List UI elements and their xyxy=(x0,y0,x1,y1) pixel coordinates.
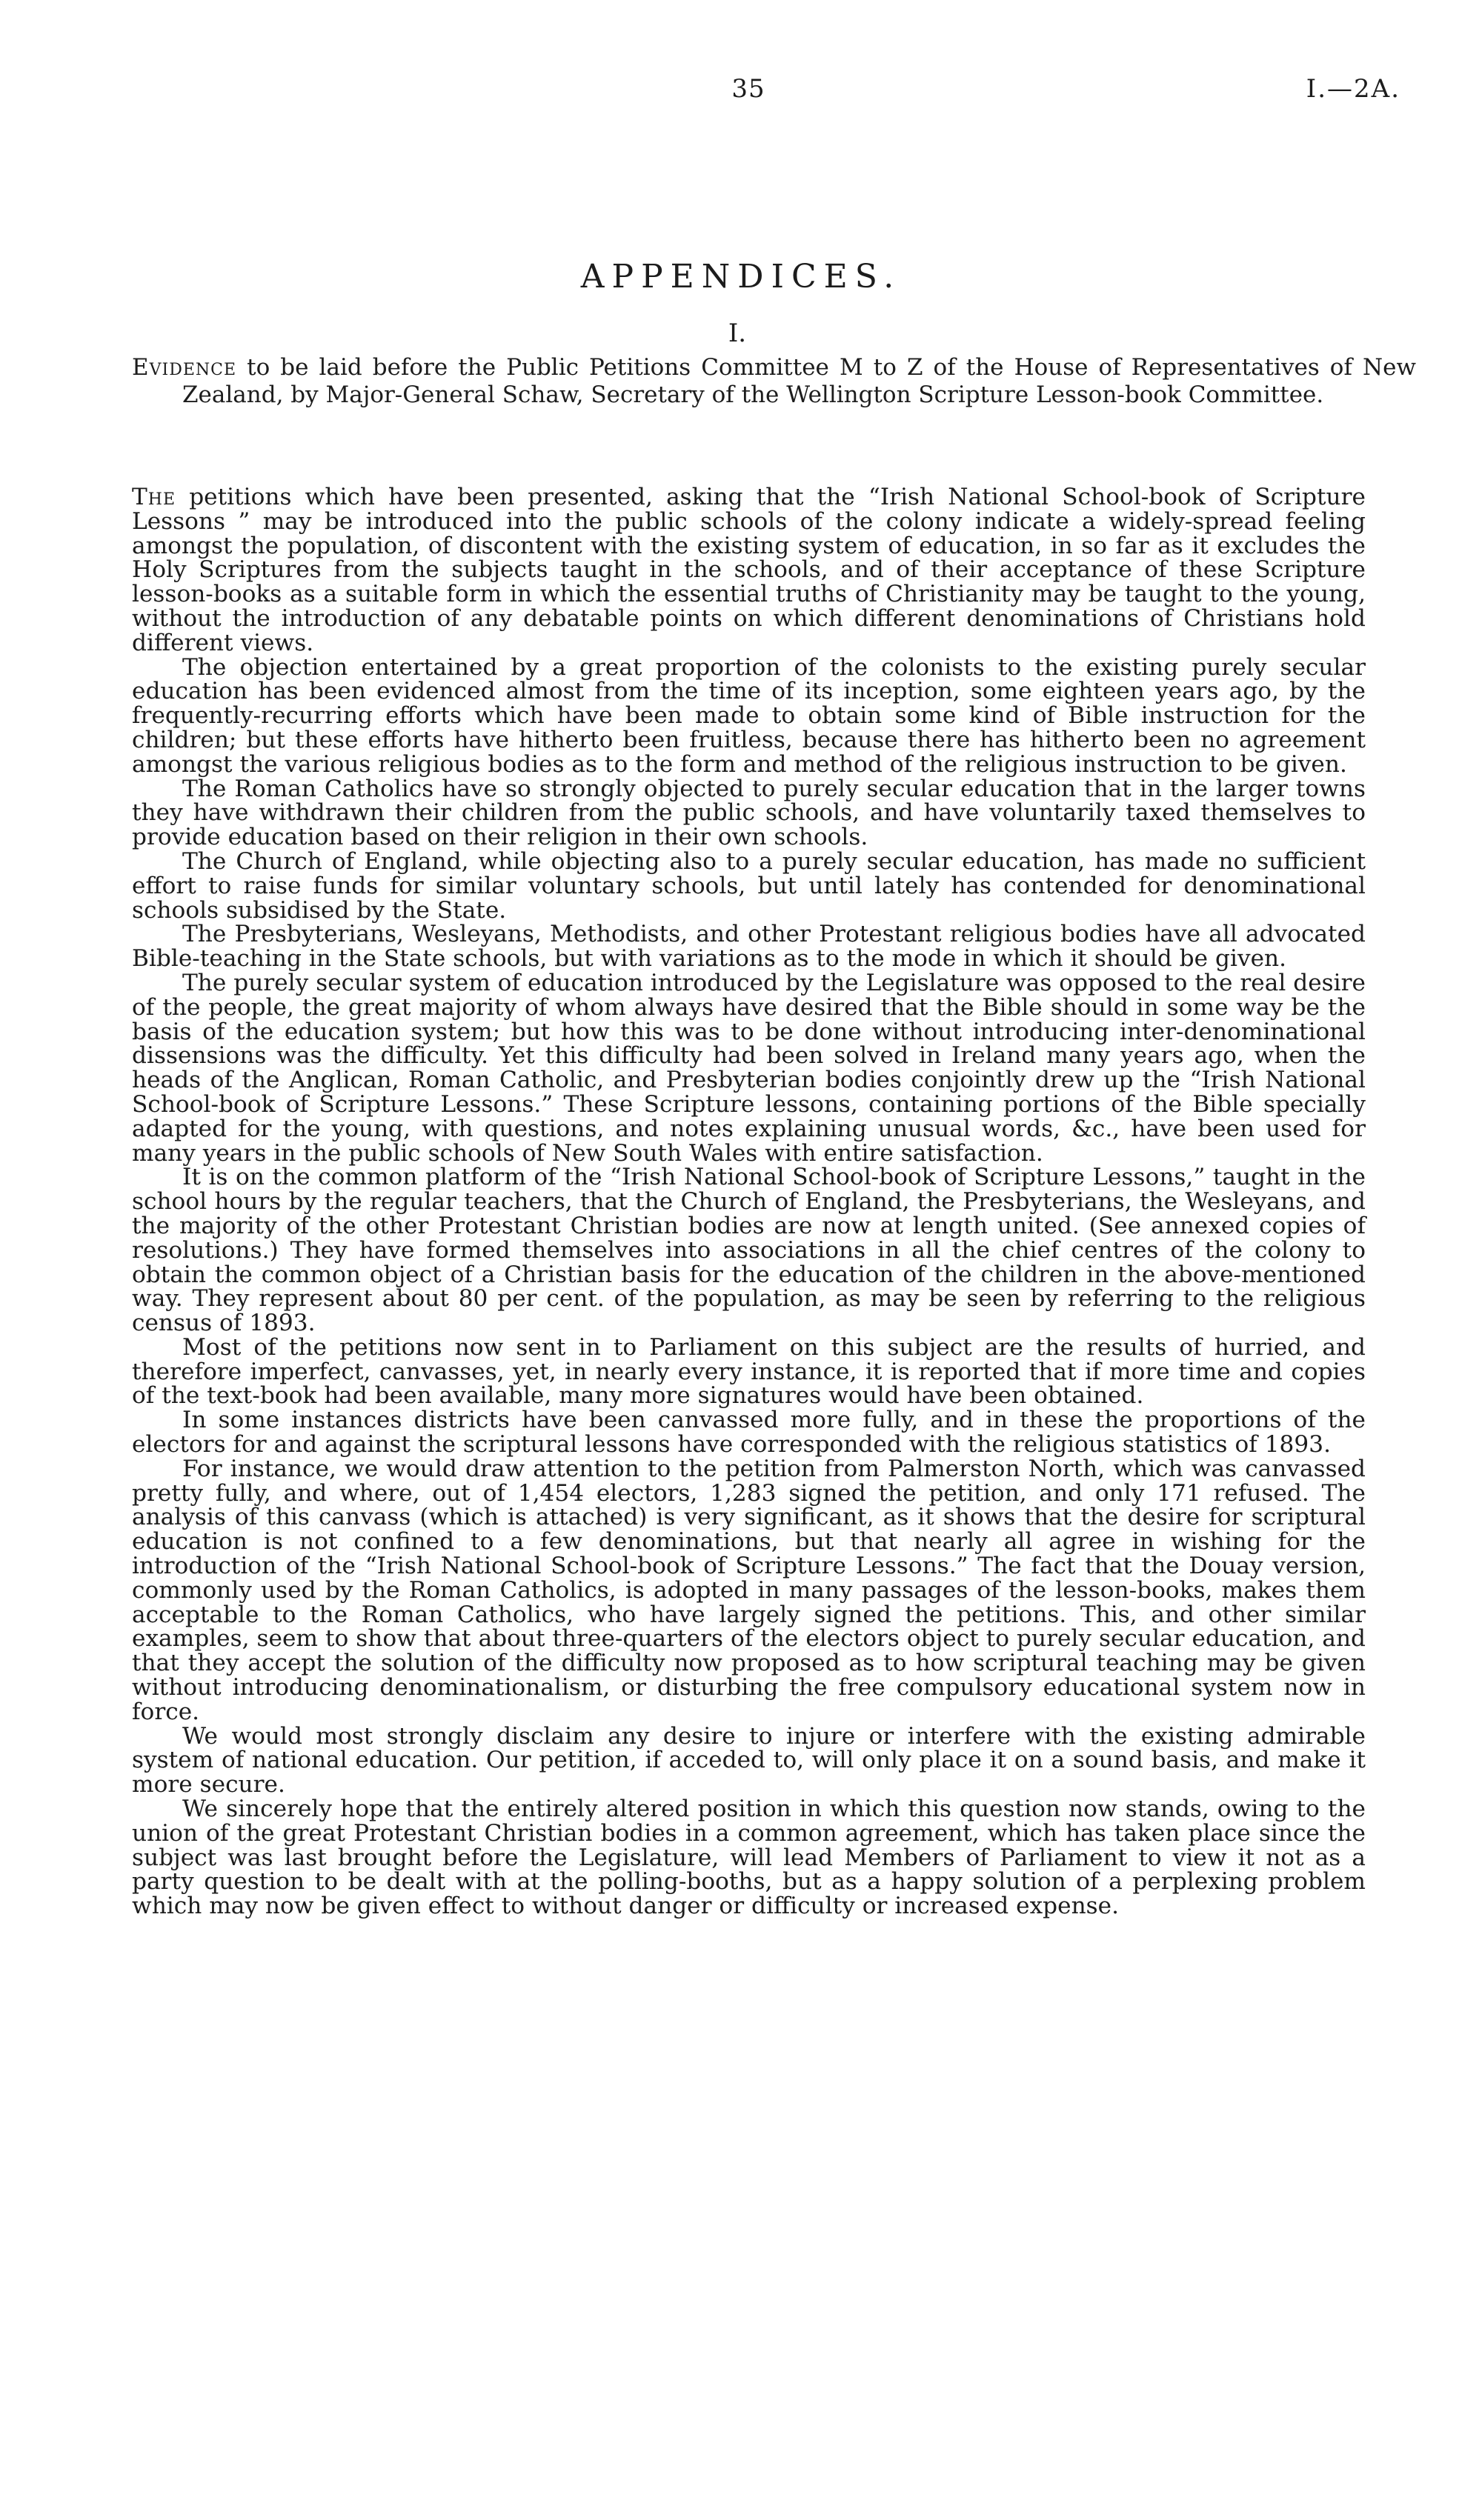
evidence-heading xyxy=(132,354,1416,409)
paragraph: Most of the petitions now sent in to Parliament on this subject are the results of hurried, and therefore imperfect, canvasses, yet, in nearly every instance, it is reported that if more time and copies of the text-book had been available, many more signatures would have been obtained. xyxy=(132,1333,1366,1410)
paragraph: It is on the common platform of the “Irish National School-book of Scripture Lessons,” taught in the school hours by the regular teachers, that the Church of England, the Presbyterians, the Wesleyans, and the majority of the other Protestant Christian bodies are now at length united. (See annexed copies of resolutions.) They have formed themselves into associations in all the chief centres of the colony to obtain the common object of a Christian basis for the education of the children in the above-mentioned way. They represent about 80 per cent. of the population, as may be seen by referring to the religious census of 1893. xyxy=(132,1164,1366,1337)
evidence-lead-word: Evidence xyxy=(132,354,237,381)
paragraph: In some instances districts have been canvassed more fully, and in these the proportions of the electors for and against the scriptural lessons have corresponded with the religious statistics of 1893. xyxy=(132,1407,1366,1459)
paragraph: The Roman Catholics have so strongly objected to purely secular education that in the larger towns they have withdrawn their children from the public schools, and have voluntarily taxed themselves to provide education based on their religion in their own schools. xyxy=(132,775,1366,851)
paragraph: We sincerely hope that the entirely altered position in which this question now stands, owing to the union of the great Protestant Christian bodies in a common agreement, which has taken place since the subject was last brought before the Legislature, will lead Members of Parliament to view it not as a party question to be dealt with at the polling-booths, but as a happy solution of a perplexing problem which may now be given effect to without danger or difficulty or increased expense. xyxy=(132,1796,1366,1920)
paragraph xyxy=(132,485,1366,656)
paragraph: For instance, we would draw attention to the petition from Palmerston North, which was canvassed pretty fully, and where, out of 1,454 electors, 1,283 signed the petition, and only 171 refused. The analysis of this canvass (which is attached) is very significant, as it shows that the desire for scriptural education is not confined to a few denominations, but that nearly all agree in wishing for the introduction of the “Irish National School-book of Scripture Lessons.” The fact that the Douay version, commonly used by the Roman Catholics, is adopted in many passages of the lesson-books, makes them acceptable to the Roman Catholics, who have largely signed the petitions. This, and other similar examples, seem to show that about three-quarters of the electors object to purely secular education, and that they accept the solution of the difficulty now proposed as to how scriptural teaching may be given without introducing denominationalism, or disturbing the free compulsory educational system now in force. xyxy=(132,1455,1366,1725)
paragraph: The Church of England, while objecting also to a purely secular education, has made no sufficient effort to raise funds for similar voluntary schools, but until lately has contended for denominational schools subsidised by the State. xyxy=(132,847,1366,924)
paragraph: The purely secular system of education introduced by the Legislature was opposed to the real desire of the people, the great majority of whom always have desired that the Bible should in some way be the basis of the education system; but how this was to be done without introducing inter-denominational dissensions was the difficulty. Yet this difficulty had been solved in Ireland many years ago, when the heads of the Anglican, Roman Catholic, and Presbyterian bodies conjointly drew up the “Irish National School-book of Scripture Lessons.” These Scripture lessons, containing portions of the Bible specially adapted for the young, with questions, and notes explaining unusual words, &c., have been used for many years in the public schools of New South Wales with entire satisfaction. xyxy=(132,969,1366,1167)
evidence-heading-text: to be laid before the Public Petitions Committee M to Z of the House of Representatives of New Zealand, by Major-General Schaw, Secretary of the Wellington Scripture Lesson-book Committee. xyxy=(182,354,1416,408)
paragraph-lead-word: The xyxy=(132,484,176,510)
section-numeral: I. xyxy=(728,319,747,348)
page-number: 35 xyxy=(731,74,765,104)
document-reference: I.—2A. xyxy=(1306,74,1400,104)
paragraph: The Presbyterians, Wesleyans, Methodists, and other Protestant religious bodies have all advocated Bible-teaching in the State schools, but with variations as to the mode in which it should be given. xyxy=(132,921,1366,973)
page-title: APPENDICES. xyxy=(580,258,902,296)
paragraph: We would most strongly disclaim any desire to injure or interfere with the existing admirable system of national education. Our petition, if acceded to, will only place it on a sound basis, and make it more secure. xyxy=(132,1722,1366,1799)
paragraph: The objection entertained by a great proportion of the colonists to the existing purely secular education has been evidenced almost from the time of its inception, some eighteen years ago, by the frequently-recurring efforts which have been made to obtain some kind of Bible instruction for the children; but these efforts have hitherto been fruitless, because there has hitherto been no agreement amongst the various religious bodies as to the form and method of the religious instruction to be given. xyxy=(132,653,1366,778)
body-text xyxy=(132,485,1366,1919)
paragraph-text: petitions which have been presented, asking that the “Irish National School-book of Scripture Lessons ” may be introduced into the public schools of the colony indicate a widely-spread feeling amongst the population, of discontent with the existing system of education, in so far as it excludes the Holy Scriptures from the subjects taught in the schools, and of their acceptance of these Scripture lesson-books as a suitable form in which the essential truths of Christianity may be taught to the young, without the introduction of any debatable points on which different denominations of Christians hold different views. xyxy=(132,484,1366,656)
